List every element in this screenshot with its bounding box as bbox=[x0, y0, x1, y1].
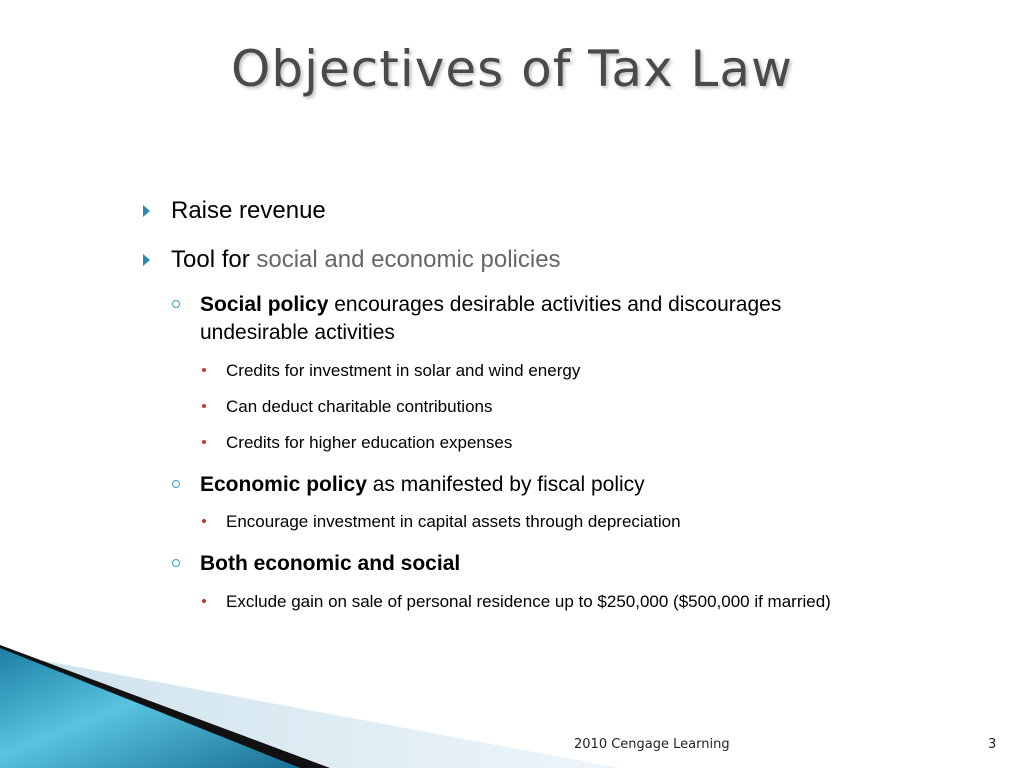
list-item-text: Credits for investment in solar and wind energy bbox=[226, 361, 581, 380]
bullet-text: as manifested by fiscal policy bbox=[366, 473, 645, 496]
list-item-text: Encourage investment in capital assets through depreciation bbox=[226, 512, 681, 531]
footer-copyright: 2010 Cengage Learning bbox=[574, 737, 730, 752]
highlighted-text: social and economic policies bbox=[256, 246, 561, 273]
list-item-text: Exclude gain on sale of personal residence up to $250,000 ($500,000 if married) bbox=[226, 592, 831, 611]
bold-term: Social policy bbox=[200, 293, 329, 316]
list-item-text: Can deduct charitable contributions bbox=[226, 397, 493, 416]
bold-term: Economic policy bbox=[200, 473, 367, 496]
bold-term: Both economic and social bbox=[200, 552, 461, 575]
bullet-text: encourages desirable activities and discourages bbox=[328, 293, 782, 316]
list-item-text: Credits for higher education expenses bbox=[226, 433, 513, 452]
bullet-text: Tool for bbox=[171, 246, 257, 273]
bullet-text: Raise revenue bbox=[171, 197, 326, 224]
bullet-text-continued: undesirable activities bbox=[200, 321, 395, 344]
page-number: 3 bbox=[988, 737, 997, 752]
slide-title: Objectives of Tax Law bbox=[231, 40, 793, 98]
